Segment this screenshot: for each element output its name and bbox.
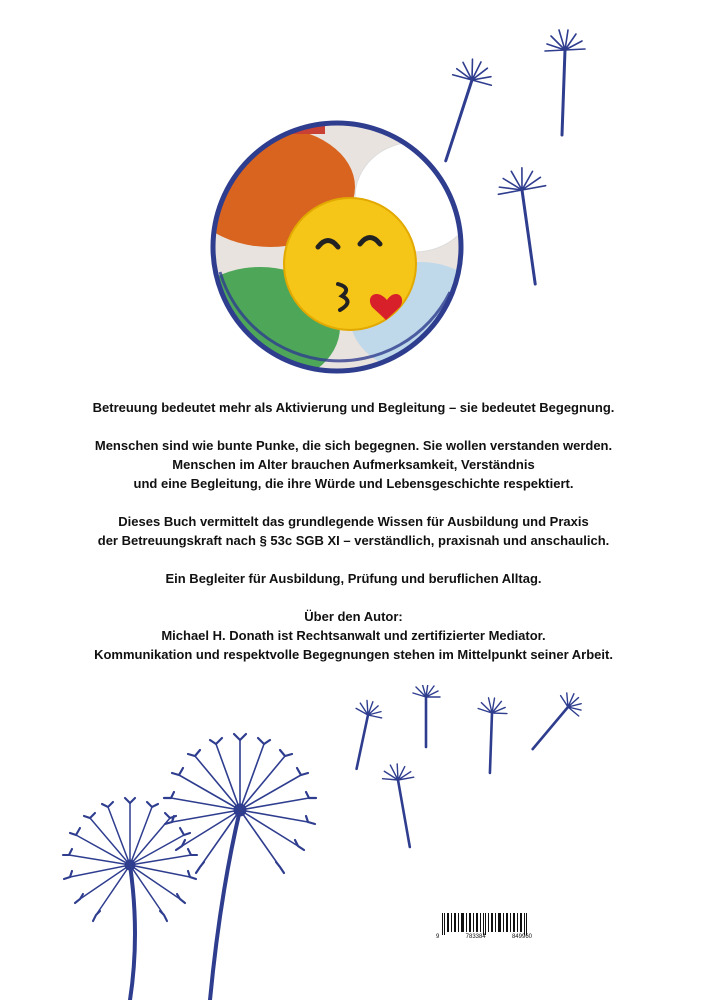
dandelion-seed-icon [344,699,385,772]
author-bio: Michael H. Donath ist Rechtsanwalt und zertifizierter Mediator. [161,628,546,643]
dandelion-seed-icon [545,30,585,135]
cover-circle-photo [200,112,475,382]
dandelion-flowers [60,715,330,1000]
dandelion-seed-icon [413,685,440,747]
dandelion-flower-icon [63,798,197,921]
blurb-line: Dieses Buch vermittelt das grundlegende Wissen für Ausbildung und Praxis [118,514,589,529]
barcode-digit-lead: 9 [436,934,440,940]
flying-seeds-bottom [340,685,600,865]
barcode-digits-group1: 783384 [465,934,486,940]
dandelion-seed-icon [523,688,588,758]
author-heading: Über den Autor: [304,609,403,624]
blurb-intro: Betreuung bedeutet mehr als Aktivierung und Begleitung – sie bedeutet Begegnung. [92,400,615,415]
dandelion-flower-icon [164,734,316,873]
blurb-line: und eine Begleitung, die ihre Würde und Lebensgeschichte respektiert. [133,476,574,491]
blurb-line: Ein Begleiter für Ausbildung, Prüfung und beruflichen Alltag. [165,571,542,586]
blurb-line: der Betreuungskraft nach § 53c SGB XI – verständlich, praxisnah und anschaulich. [97,533,610,548]
blurb-line: Menschen im Alter brauchen Aufmerksamkeit, Verständnis [172,457,535,472]
blurb-line: Menschen sind wie bunte Punke, die sich begegnen. Sie wollen verstanden werden. [94,438,613,453]
barcode-digits [436,934,532,940]
isbn-barcode [436,913,532,943]
author-bio: Kommunikation und respektvolle Begegnungen stehen im Mittelpunkt seiner Arbeit. [94,647,613,662]
back-cover-blurb [40,398,667,664]
dandelion-seed-icon [495,165,559,288]
dandelion-seed-icon [380,761,425,849]
kissing-emoji-icon [284,198,416,330]
dandelion-seed-icon [476,698,508,774]
barcode-digits-group2: 849960 [511,934,532,940]
barcode-bars [436,913,532,935]
